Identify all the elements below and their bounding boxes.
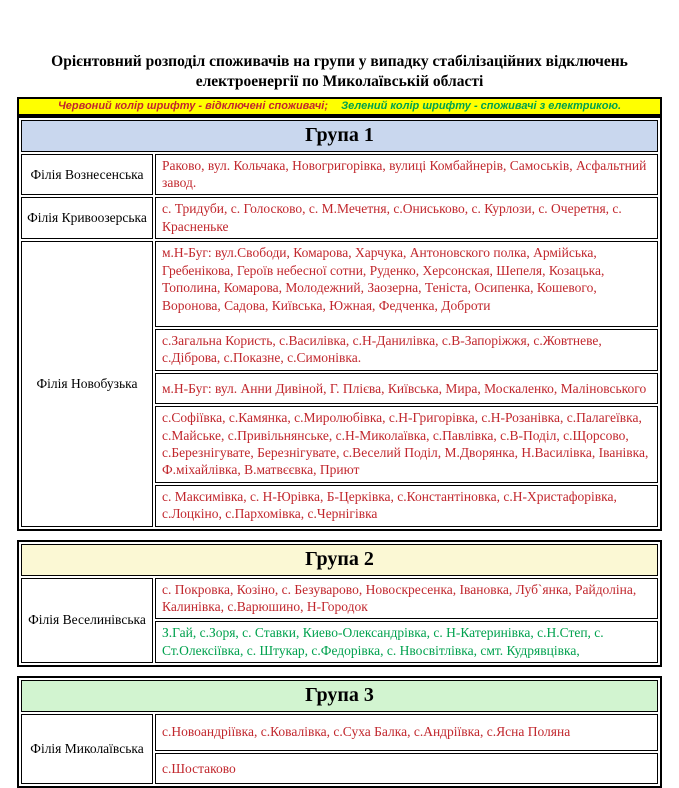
table-row <box>21 578 658 620</box>
group-3-header: Група 3 <box>21 680 658 712</box>
page-title: Орієнтовний розподіл споживачів на групи у випадку стабілізаційних відключень електроенергії по Миколаївській області <box>51 53 628 90</box>
consumers-cell: м.Н-Буг: вул. Анни Дивіной, Г. Плієва, Київська, Мира, Москаленко, Маліновського <box>155 373 658 404</box>
branch-cell-veselynivska: Філія Веселинівська <box>21 578 153 664</box>
consumers-cell: м.Н-Буг: вул.Свободи, Комарова, Харчука, Антоновского полка, Армійська, Гребенікова, Героїв небесної сотни, Руденко, Херсонская, Шепеля, Козацька, Тополина, Комарова, Молодежний, Заозерна, Теніста, Осипенка, Кошевого, Воронова, Садова, Київська, Южная, Федченка, Доброти <box>155 241 658 327</box>
group-1-header: Група 1 <box>21 120 658 152</box>
table-row <box>21 714 658 750</box>
table-row <box>21 241 658 327</box>
consumers-cell: с. Максимівка, с. Н-Юрівка, Б-Церківка, с.Константіновка, с.Н-Христафорівка, с.Лоцкіно, с.Пархомівка, с.Чернігівка <box>155 485 658 527</box>
consumers-cell: с. Покровка, Козіно, с. Безуварово, Новоскресенка, Івановка, Луб`янка, Райдоліна, Калинівка, с.Варюшино, Н-Городок <box>155 578 658 620</box>
branch-cell-novobuzka: Філія Новобузька <box>21 241 153 526</box>
table-row <box>21 197 658 239</box>
consumers-cell: с.Шостаково <box>155 753 658 784</box>
legend-powered-text: Зелений колір шрифту - споживачі з електрикою. <box>341 99 622 112</box>
group-1-table <box>17 116 662 531</box>
legend-disconnected-text: Червоний колір шрифту - відключені споживачі; <box>57 99 329 112</box>
table-row <box>21 154 658 196</box>
legend-bar <box>17 97 662 116</box>
group-2-table <box>17 540 662 668</box>
consumers-cell: с.Новоандріївка, с.Ковалівка, с.Суха Балка, с.Андріївка, с.Ясна Поляна <box>155 714 658 750</box>
consumers-cell: с.Софіївка, с.Камянка, с.Миролюбівка, с.Н-Григорівка, с.Н-Розанівка, с.Палагеївка, с.Майське, с.Привільнянське, с.Н-Миколаївка, с.Павлівка, с.В-Поділ, с.Щорсово, с.Березнігувате, Березнігувате, с.Веселий Поділ, М.Дворянка, Н.Василівка, Іванівка, Ф.міхайлівка, В.матвєєвка, Приют <box>155 406 658 483</box>
branch-cell-kryvoozerska: Філія Кривоозерська <box>21 197 153 239</box>
branch-cell-voznesenska: Філія Вознесенська <box>21 154 153 196</box>
consumers-cell: З.Гай, с.Зоря, с. Ставки, Киево-Олександрівка, с. Н-Катеринівка, с.Н.Степ, с. Ст.Олексіївка, с. Штукар, с.Федорівка, с. Нвосвітлівка, смт. Кудрявцівка, <box>155 621 658 663</box>
group-3-table <box>17 676 662 788</box>
consumers-cell: с.Загальна Користь, с.Василівка, с.Н-Данилівка, с.В-Запоріжжя, с.Жовтневе, с.Діброва, с.Показне, с.Симонівка. <box>155 329 658 371</box>
consumers-cell: с. Тридуби, с. Голосково, с. М.Мечетня, с.Ониськово, с. Курлози, с. Очеретня, с. Красненьке <box>155 197 658 239</box>
consumers-cell: Раково, вул. Кольчака, Новогригорівка, вулиці Комбайнерів, Самоськів, Асфальтний завод. <box>155 154 658 196</box>
branch-cell-mykolaivska: Філія Миколаївська <box>21 714 153 784</box>
group-2-header: Група 2 <box>21 544 658 576</box>
